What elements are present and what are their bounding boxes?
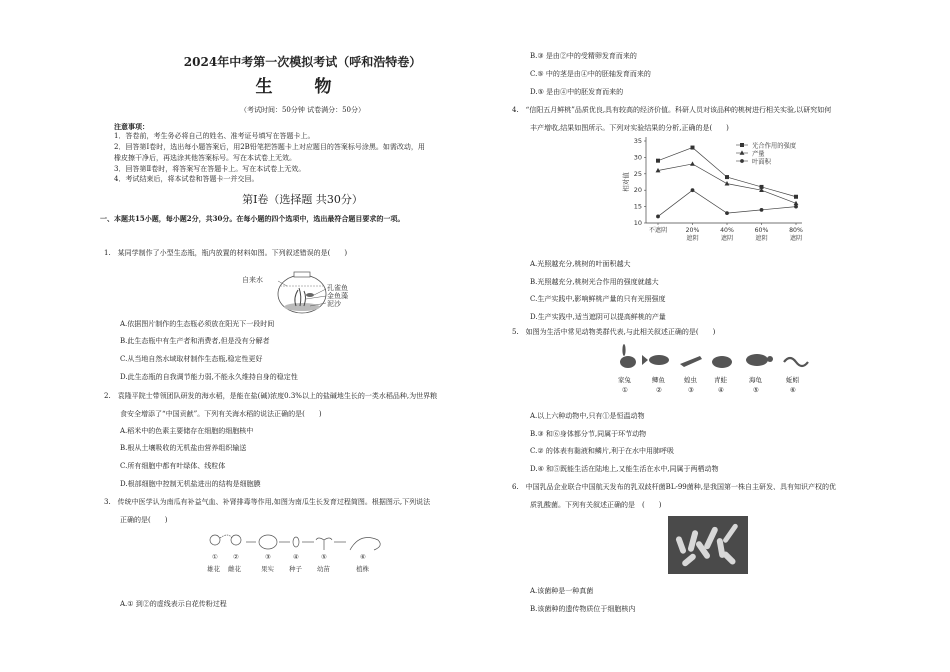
data-point — [794, 205, 798, 209]
earthworm-icon — [784, 358, 808, 366]
part-instruction: 一、本题共15小题，每小题2分，共30分。在每小题的四个选项中，选出最符合题目要求的一项。 — [100, 214, 405, 224]
q5-option-b[interactable]: B.③ 和⑥身体都分节,同属于环节动物 — [530, 430, 647, 438]
svg-text:⑥: ⑥ — [360, 553, 366, 561]
svg-text:雄花: 雄花 — [207, 565, 220, 573]
series-line-0 — [658, 148, 796, 197]
q6-bacteria-micrograph — [668, 516, 748, 574]
x-tick-label: 40% — [720, 227, 734, 234]
male-flower-icon — [210, 535, 220, 545]
q6-stem-line2: 质乳酸菌。下列有关叙述正确的是 ( ) — [530, 501, 662, 509]
q4-line-chart — [620, 135, 830, 253]
q3-option-c[interactable]: C.⑤ 中的茎是由④中的胚轴发育而来的 — [530, 70, 651, 78]
q6-option-a[interactable]: A.该菌种是一种真菌 — [530, 587, 594, 595]
left-column — [100, 44, 505, 225]
q2-option-b[interactable]: B.根从土壤吸收的无机盐由营养组织输送 — [120, 444, 247, 452]
note-item: 2．回答第Ⅰ卷时，选出每小题答案后，用2B铅笔把答题卡上对应题目的答案标号涂黑。如需改动，用 — [114, 142, 425, 151]
x-tick-label: 60% — [754, 227, 769, 234]
data-point — [656, 159, 660, 163]
q5-option-d[interactable]: D.④ 和⑤既能生活在陆地上,又能生活在水中,同属于两栖动物 — [530, 465, 719, 473]
x-tick-label: 20% — [685, 227, 700, 234]
q4-option-b[interactable]: B.光照越充分,桃树光合作用的强度就越大 — [530, 278, 659, 286]
guppy-fish — [306, 293, 314, 297]
note-item: 4．考试结束后，将本试卷和答题卡一并交回。 — [114, 175, 259, 184]
bottle-neck — [294, 272, 310, 277]
q1-option-c[interactable]: C.从当地自然水域取材制作生态瓶,稳定性更好 — [120, 355, 263, 363]
q3-option-d[interactable]: D.⑤ 是由④中的胚发育而来的 — [530, 88, 624, 96]
y-tick-label: 10 — [633, 219, 642, 227]
note-item: 1．答卷前，考生务必将自己的姓名、准考证号填写在答题卡上。 — [114, 132, 315, 140]
seedling-icon — [316, 538, 332, 550]
q3-stem-line1: 3. 传统中医学认为南瓜有补益气血、补肾排毒等作用,如图为南瓜生长发育过程简图。根据图示,下列说法 — [104, 498, 431, 506]
chart-axes — [621, 137, 803, 242]
locust-icon — [680, 356, 702, 367]
exam-meta: （考试时间：50分钟 试卷满分：50分） — [239, 106, 366, 115]
rabbit-icon — [620, 356, 636, 368]
svg-text:⑤: ⑤ — [321, 553, 327, 561]
frog-icon — [712, 356, 732, 368]
q1-option-b[interactable]: B.此生态瓶中有生产者和消费者,但是没有分解者 — [120, 337, 270, 345]
svg-text:植株: 植株 — [356, 565, 369, 573]
svg-text:②: ② — [233, 553, 239, 561]
sediment — [284, 303, 320, 311]
exam-title: 2024年中考第一次模拟考试（呼和浩特卷） — [183, 55, 422, 69]
legend-marker — [740, 150, 745, 154]
svg-text:种子: 种子 — [289, 565, 302, 573]
q1-option-d[interactable]: D.此生态瓶的自我调节能力弱,不能永久维持自身的稳定性 — [120, 373, 298, 381]
svg-text:幼苗: 幼苗 — [317, 565, 330, 573]
chart-series — [656, 146, 799, 219]
q2-option-d[interactable]: D.根部细胞中控制无机盐进出的结构是细胞膜 — [120, 480, 261, 488]
label-sediment: 泥沙 — [327, 300, 341, 308]
svg-text:④: ④ — [293, 553, 299, 561]
q5-animals-figure: 家兔 鲫鱼 蝗虫 青蛙 海龟 蚯蚓 ① ② ③ ④ ⑤ ⑥ — [612, 342, 812, 402]
y-tick-label: 15 — [633, 202, 642, 211]
q3-option-b[interactable]: B.③ 是由②中的受精卵发育而来的 — [530, 52, 637, 60]
q4-option-d[interactable]: D.生产实践中,适当遮阴可以提高鲜桃的产量 — [530, 313, 666, 321]
sea-turtle-icon — [746, 354, 768, 366]
x-tick-label: 遮阴 — [789, 235, 803, 242]
legend-label: 叶面积 — [752, 158, 771, 166]
note-item: 3．回答第Ⅱ卷时，将答案写在答题卡上。写在本试卷上无效。 — [114, 164, 306, 173]
note-item: 橡皮擦干净后，再选涂其他答案标号。写在本试卷上无效。 — [114, 153, 296, 162]
pumpkin-fruit-icon — [259, 535, 277, 549]
q3-option-a[interactable]: A.① 到②的虚线表示自花传粉过程 — [120, 600, 227, 608]
y-tick-label: 25 — [633, 169, 642, 178]
data-point — [794, 195, 798, 199]
q3-pumpkin-lifecycle-figure — [200, 528, 400, 578]
carp-icon — [649, 355, 669, 365]
q4-option-c[interactable]: C.生产实践中,影响鲜桃产量的只有光照强度 — [530, 295, 666, 303]
chart-legend — [736, 140, 797, 165]
q4-stem-line1: 4. “信阳五月鲜桃”品质优良,具有较高的经济价值。科研人员对该品种的桃树进行相关实验,以研究如何 — [512, 106, 832, 114]
section-title: 第Ⅰ卷（选择题 共30分） — [242, 193, 363, 207]
x-tick-label: 遮阴 — [686, 235, 699, 242]
q6-option-b[interactable]: B.该菌种的遗传物质位于细胞核内 — [530, 605, 636, 613]
q5-option-c[interactable]: C.② 的体表有黏液和鳞片,利于在水中用肺呼吸 — [530, 447, 675, 455]
female-flower-icon — [231, 535, 241, 545]
label-guppy: 孔雀鱼 — [327, 284, 348, 292]
q4-option-a[interactable]: A.光照越充分,桃树的叶面积越大 — [530, 260, 631, 268]
q2-stem-line2: 食安全增添了“中国贡献”。下列有关海水稻的说法正确的是( ) — [120, 410, 322, 418]
data-point — [725, 175, 729, 179]
q4-stem-line2: 丰产增收,结果如图所示。下列对实验结果的分析,正确的是( ) — [530, 124, 729, 132]
subject-title: 生 物 — [255, 77, 350, 98]
svg-text:③: ③ — [265, 553, 271, 561]
q2-stem-line1: 2. 袁隆平院士带领团队研发的海水稻，是能在盐(碱)浓度0.3%以上的盐碱地生长的一类水稻品种,为世界粮 — [104, 392, 438, 400]
q6-stem-line1: 6. 中国乳品企业联合中国航天发布的乳双歧杆菌BL-99菌种,是我国第一株自主研发、具有知识产权的优 — [512, 483, 836, 491]
data-point — [760, 208, 764, 212]
plant-icon — [350, 538, 380, 550]
data-point — [691, 188, 695, 192]
seed-icon — [293, 537, 299, 547]
svg-text:果实: 果实 — [261, 565, 274, 573]
q1-option-a[interactable]: A.依据图片制作的生态瓶必须放在阳光下一段时间 — [120, 320, 275, 328]
data-point — [690, 161, 695, 165]
y-tick-label: 20 — [633, 186, 642, 195]
x-tick-label: 80% — [789, 227, 803, 234]
q5-stem: 5. 如图为生活中常见动物类群代表,与此相关叙述正确的是( ) — [512, 328, 716, 336]
notes-title: 注意事项： — [114, 121, 149, 131]
legend-label: 产量 — [752, 150, 765, 158]
y-axis-label: 相对值 — [622, 172, 630, 192]
q5-option-a[interactable]: A.以上六种动物中,只有①是恒温动物 — [530, 412, 645, 420]
svg-text:①: ① — [212, 553, 218, 561]
data-point — [725, 211, 729, 215]
q2-option-a[interactable]: A.稻米中的色素主要储存在细胞的细胞核中 — [120, 427, 254, 435]
x-tick-label: 遮阴 — [755, 235, 768, 242]
data-point — [691, 146, 695, 150]
x-tick-label: 不遮阴 — [648, 227, 668, 234]
label-hornwort: 金鱼藻 — [327, 292, 348, 300]
q3-stem-line2: 正确的是( ) — [120, 516, 168, 524]
y-tick-label: 35 — [633, 137, 642, 145]
x-tick-label: 遮阴 — [720, 235, 734, 242]
legend-label: 光合作用的强度 — [752, 142, 797, 150]
q1-stem: 1. 某同学制作了小型生态瓶，瓶内放置的材料如图。下列叙述错误的是( ) — [104, 249, 348, 257]
data-point — [656, 215, 660, 219]
y-tick-label: 30 — [633, 153, 642, 162]
data-point — [725, 181, 730, 185]
svg-text:雌花: 雌花 — [228, 565, 241, 573]
label-tapwater: 自来水 — [242, 276, 263, 284]
q2-option-c[interactable]: C.所有细胞中都有叶绿体、线粒体 — [120, 462, 226, 470]
q1-ecobottle-figure — [240, 268, 360, 314]
